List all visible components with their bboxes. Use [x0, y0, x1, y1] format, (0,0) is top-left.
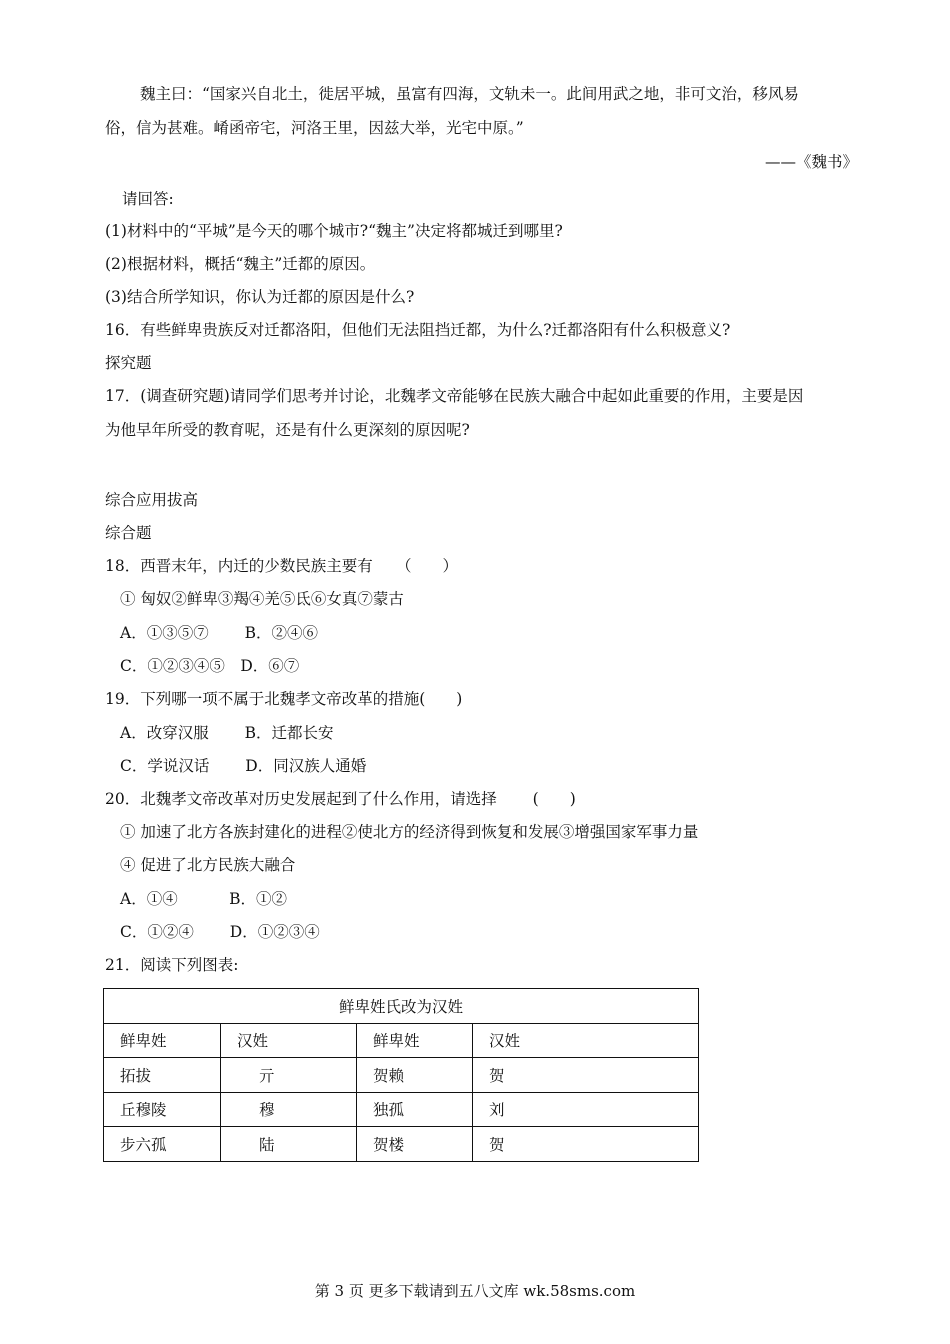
q16: 16．有些鲜卑贵族反对迁都洛阳，但他们无法阻挡迁都，为什么?迁都洛阳有什么积极意义? [105, 321, 731, 339]
table-cell: 贺楼 [357, 1127, 473, 1162]
table-cell: 拓拔 [104, 1058, 221, 1093]
header-han-surname: 汉姓 [473, 1023, 699, 1058]
table-row [104, 1058, 699, 1093]
q20-options-ab: A．①④ B．①② [120, 890, 288, 908]
table-row [104, 1092, 699, 1127]
q18-stem: 18．西晋末年，内迁的少数民族主要有 （ ） [105, 557, 458, 575]
header-xianbei-surname: 鲜卑姓 [104, 1023, 221, 1058]
table-cell: 亓 [221, 1058, 357, 1093]
table-title: 鲜卑姓氏改为汉姓 [104, 989, 699, 1024]
q20-stem: 20．北魏孝文帝改革对历史发展起到了什么作用，请选择 ( ) [105, 790, 576, 808]
table-cell: 穆 [221, 1092, 357, 1127]
q18-items: ① 匈奴②鲜卑③羯④羌⑤氐⑥女真⑦蒙古 [120, 590, 404, 608]
q15-sub3: (3)结合所学知识，你认为迁都的原因是什么? [105, 288, 415, 306]
q15-sub2: (2)根据材料，概括“魏主”迁都的原因。 [105, 255, 376, 273]
q20-options-cd: C．①②④ D．①②③④ [120, 923, 320, 941]
table-cell: 刘 [473, 1092, 699, 1127]
q15-sub1: (1)材料中的“平城”是今天的哪个城市?“魏主”决定将都城迁到哪里? [105, 222, 563, 240]
table-cell: 贺赖 [357, 1058, 473, 1093]
header-xianbei-surname: 鲜卑姓 [357, 1023, 473, 1058]
q18-options-ab: A．①③⑤⑦ B．②④⑥ [120, 624, 319, 642]
q20-items-2: ④ 促进了北方民族大融合 [120, 856, 296, 874]
q17-line-1: 17．(调查研究题)请同学们思考并讨论，北魏孝文帝能够在民族大融合中起如此重要的作用，主要是因 [105, 387, 804, 405]
q20-items-1: ① 加速了北方各族封建化的进程②使北方的经济得到恢复和发展③增强国家军事力量 [120, 823, 699, 841]
table-title-row [104, 989, 699, 1024]
table-cell: 贺 [473, 1127, 699, 1162]
section-apply: 综合应用拔高 [105, 491, 199, 509]
page-footer: 第 3 页 更多下载请到五八文库 wk.58sms.com [314, 1282, 636, 1300]
table-row [104, 1127, 699, 1162]
passage-line-2: 俗，信为甚难。崤函帝宅，河洛王里，因兹大举，光宅中原。” [105, 119, 524, 137]
table-cell: 陆 [221, 1127, 357, 1162]
q21-stem: 21．阅读下列图表: [105, 956, 239, 974]
table-header-row [104, 1023, 699, 1058]
header-han-surname: 汉姓 [221, 1023, 357, 1058]
q18-options-cd: C．①②③④⑤ D．⑥⑦ [120, 657, 300, 675]
q19-stem: 19．下列哪一项不属于北魏孝文帝改革的措施( ) [105, 690, 463, 708]
section-explore: 探究题 [105, 354, 152, 372]
q19-options-ab: A．改穿汉服 B．迁都长安 [120, 724, 334, 742]
q17-line-2: 为他早年所受的教育呢，还是有什么更深刻的原因呢? [105, 421, 470, 439]
table-cell: 丘穆陵 [104, 1092, 221, 1127]
section-comprehensive: 综合题 [105, 524, 152, 542]
q15-prompt: 请回答: [122, 190, 174, 208]
passage-line-1: 魏主曰：“国家兴自北土，徙居平城，虽富有四海，文轨未一。此间用武之地，非可文治，移风易 [140, 85, 799, 103]
table-cell: 贺 [473, 1058, 699, 1093]
q19-options-cd: C．学说汉话 D．同汉族人通婚 [120, 757, 367, 775]
table-cell: 步六孤 [104, 1127, 221, 1162]
surname-table [103, 988, 699, 1162]
table-cell: 独孤 [357, 1092, 473, 1127]
passage-source: ——《魏书》 [764, 153, 858, 171]
